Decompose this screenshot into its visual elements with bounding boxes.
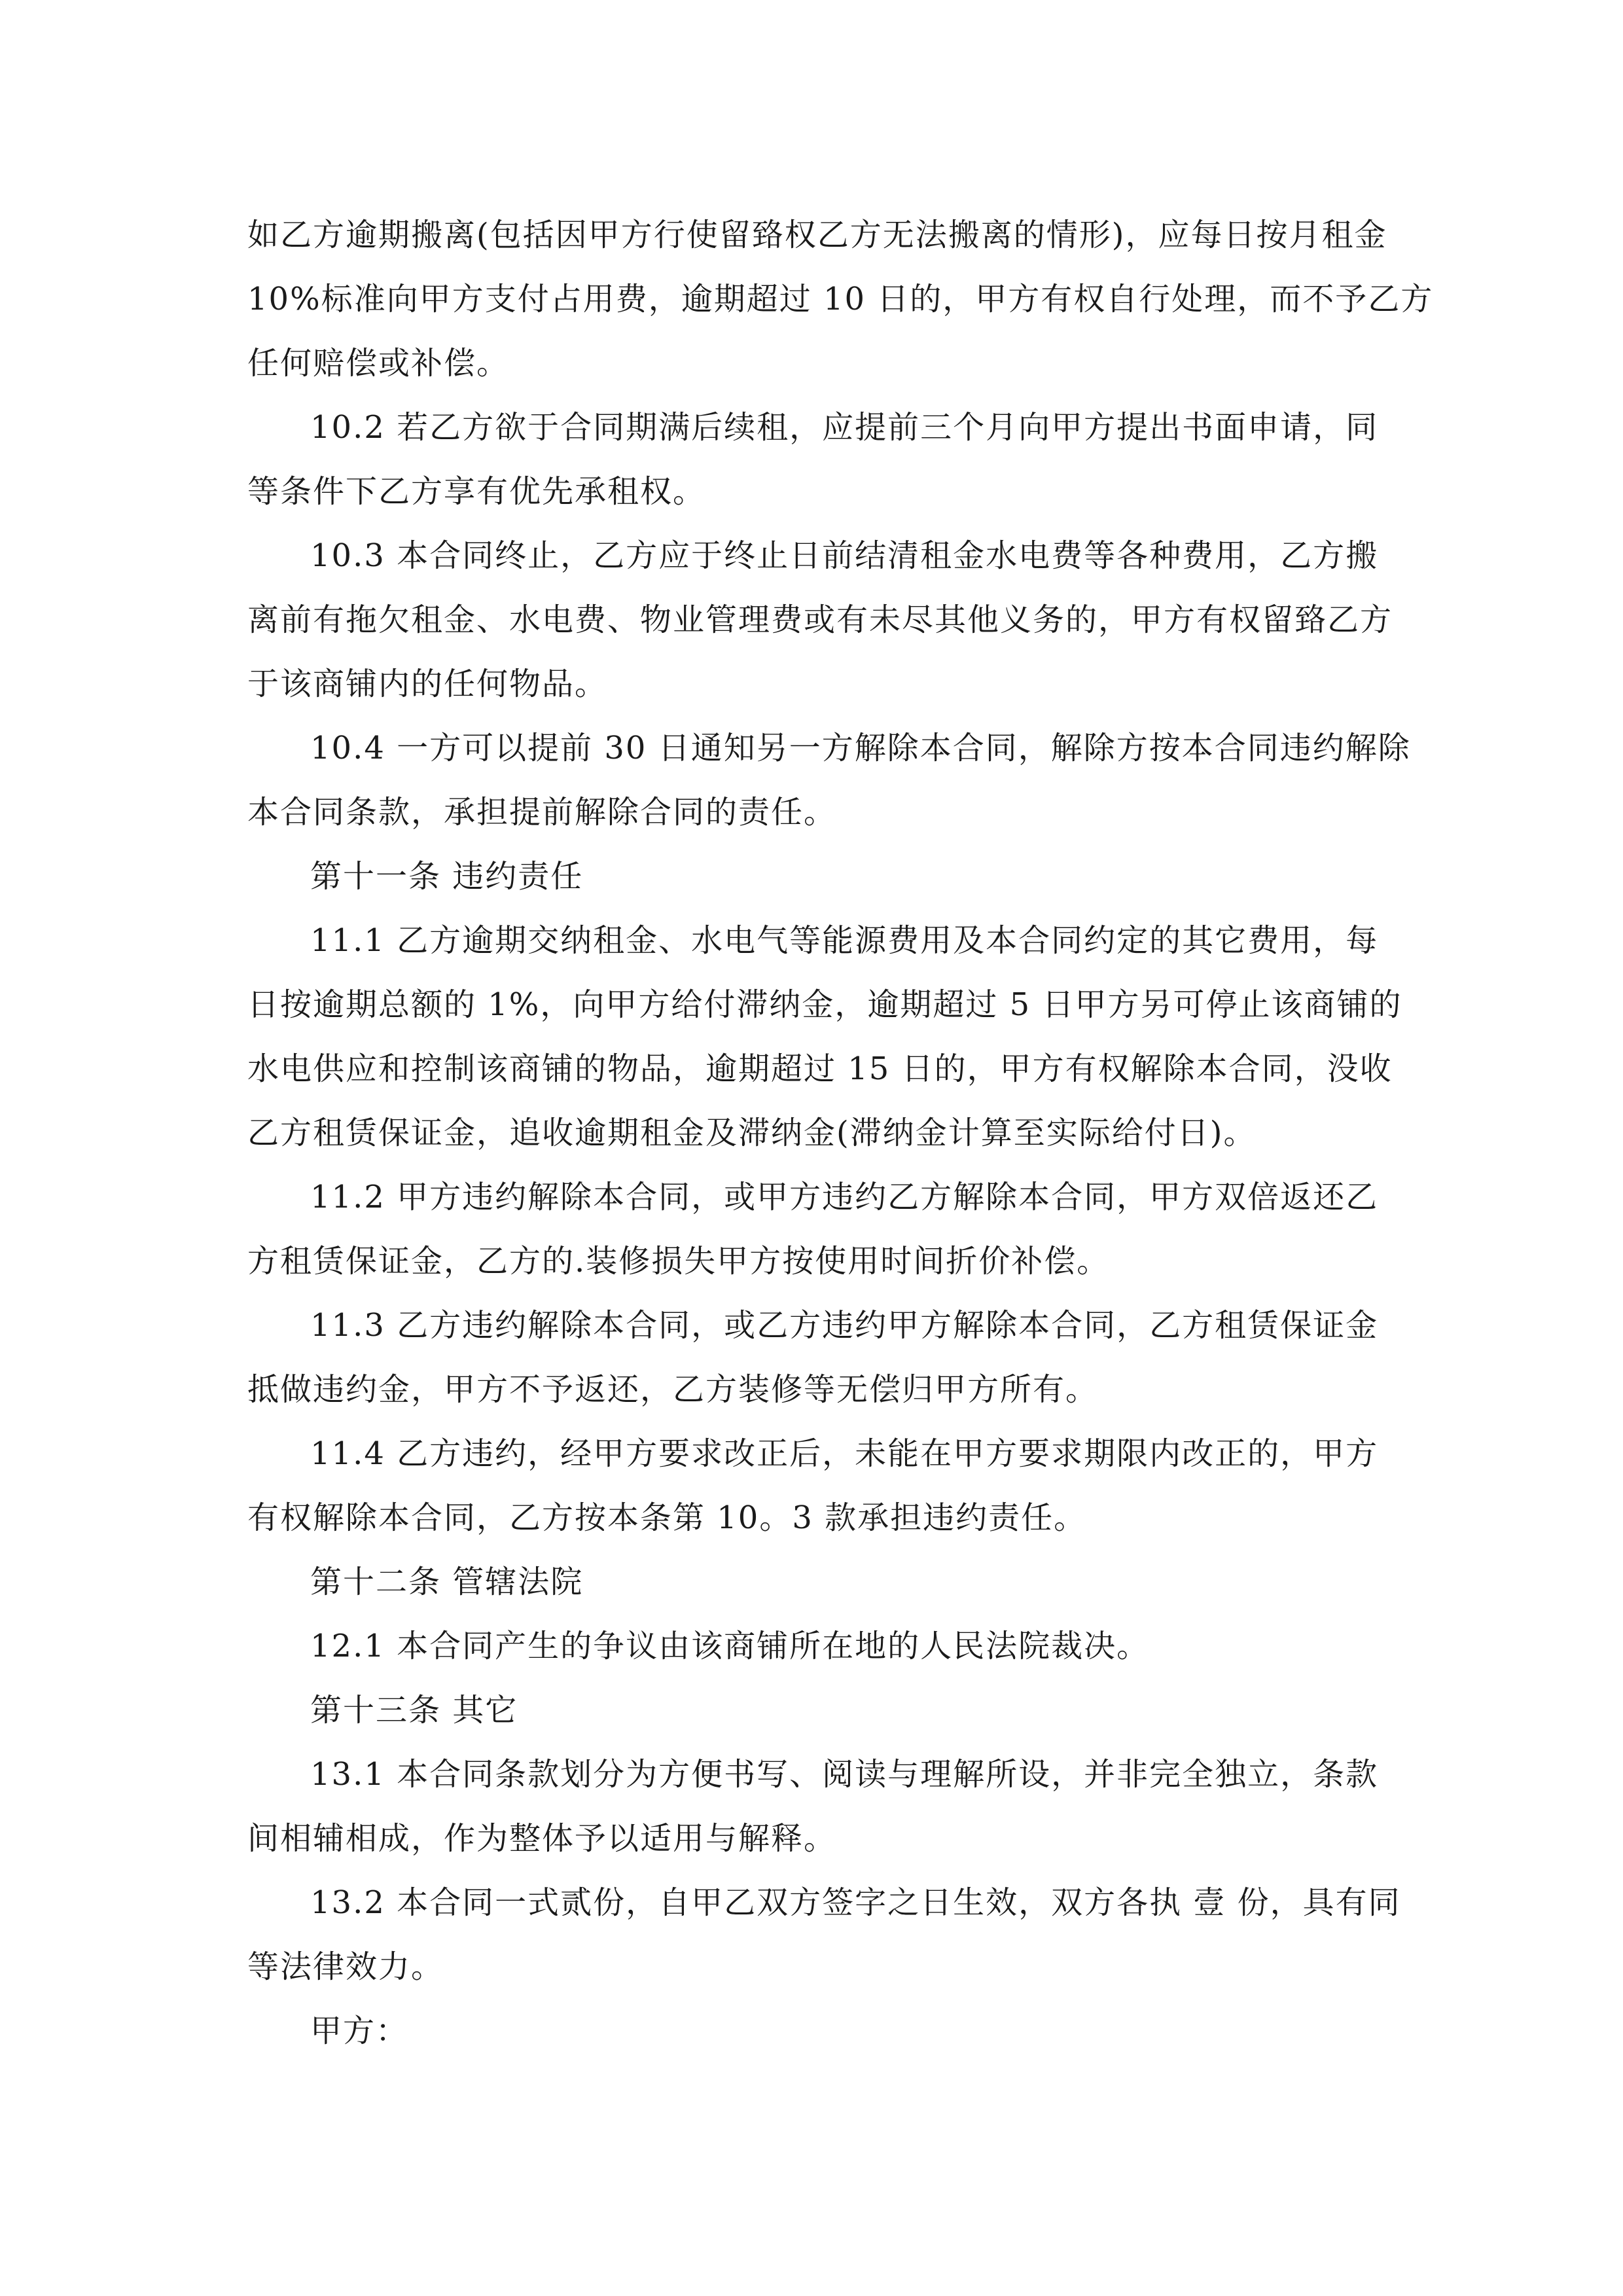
text-line: 任何赔偿或补偿。 xyxy=(247,345,510,382)
text-line: 间相辅相成，作为整体予以适用与解释。 xyxy=(247,1820,837,1857)
text-line: 第十二条 管辖法院 xyxy=(310,1564,584,1600)
text-line: 10%标准向甲方支付占用费，逾期超过 10 日的，甲方有权自行处理，而不予乙方 xyxy=(247,281,1434,317)
text-line: 水电供应和控制该商铺的物品，逾期超过 15 日的，甲方有权解除本合同，没收 xyxy=(247,1050,1393,1087)
text-line: 等法律效力。 xyxy=(247,1948,444,1985)
text-line: 有权解除本合同，乙方按本条第 10。3 款承担违约责任。 xyxy=(247,1499,1087,1536)
text-line: 13.2 本合同一式贰份，自甲乙双方签字之日生效，双方各执 壹 份，具有同 xyxy=(310,1884,1401,1921)
text-line: 11.2 甲方违约解除本合同，或甲方违约乙方解除本合同，甲方双倍返还乙 xyxy=(310,1179,1379,1215)
text-line: 10.2 若乙方欲于合同期满后续租，应提前三个月向甲方提出书面申请，同 xyxy=(310,409,1379,446)
text-line: 11.4 乙方违约，经甲方要求改正后，未能在甲方要求期限内改正的，甲方 xyxy=(310,1435,1379,1472)
text-line: 11.1 乙方逾期交纳租金、水电气等能源费用及本合同约定的其它费用，每 xyxy=(310,922,1379,959)
text-line: 10.4 一方可以提前 30 日通知另一方解除本合同，解除方按本合同违约解除 xyxy=(310,730,1411,766)
text-line: 等条件下乙方享有优先承租权。 xyxy=(247,473,706,510)
text-line: 日按逾期总额的 1%，向甲方给付滞纳金，逾期超过 5 日甲方另可停止该商铺的 xyxy=(247,986,1402,1023)
text-line: 于该商铺内的任何物品。 xyxy=(247,666,608,702)
text-line: 10.3 本合同终止，乙方应于终止日前结清租金水电费等各种费用，乙方搬 xyxy=(310,537,1379,574)
text-line: 13.1 本合同条款划分为方便书写、阅读与理解所设，并非完全独立，条款 xyxy=(310,1756,1379,1793)
text-line: 11.3 乙方违约解除本合同，或乙方违约甲方解除本合同，乙方租赁保证金 xyxy=(310,1307,1379,1344)
text-line: 12.1 本合同产生的争议由该商铺所在地的人民法院裁决。 xyxy=(310,1628,1150,1664)
document-body xyxy=(247,203,1434,2063)
text-line: 离前有拖欠租金、水电费、物业管理费或有未尽其他义务的，甲方有权留臵乙方 xyxy=(247,601,1393,638)
text-line: 第十一条 违约责任 xyxy=(310,858,584,895)
text-line: 方租赁保证金，乙方的.装修损失甲方按使用时间折价补偿。 xyxy=(247,1243,1110,1280)
text-line: 本合同条款，承担提前解除合同的责任。 xyxy=(247,794,837,831)
text-line: 甲方： xyxy=(310,2013,409,2049)
text-line: 如乙方逾期搬离(包括因甲方行使留臵权乙方无法搬离的情形)，应每日按月租金 xyxy=(247,217,1387,253)
text-line: 第十三条 其它 xyxy=(310,1692,518,1729)
text-line: 抵做违约金，甲方不予返还，乙方装修等无偿归甲方所有。 xyxy=(247,1371,1099,1408)
text-line: 乙方租赁保证金，追收逾期租金及滞纳金(滞纳金计算至实际给付日)。 xyxy=(247,1115,1257,1151)
